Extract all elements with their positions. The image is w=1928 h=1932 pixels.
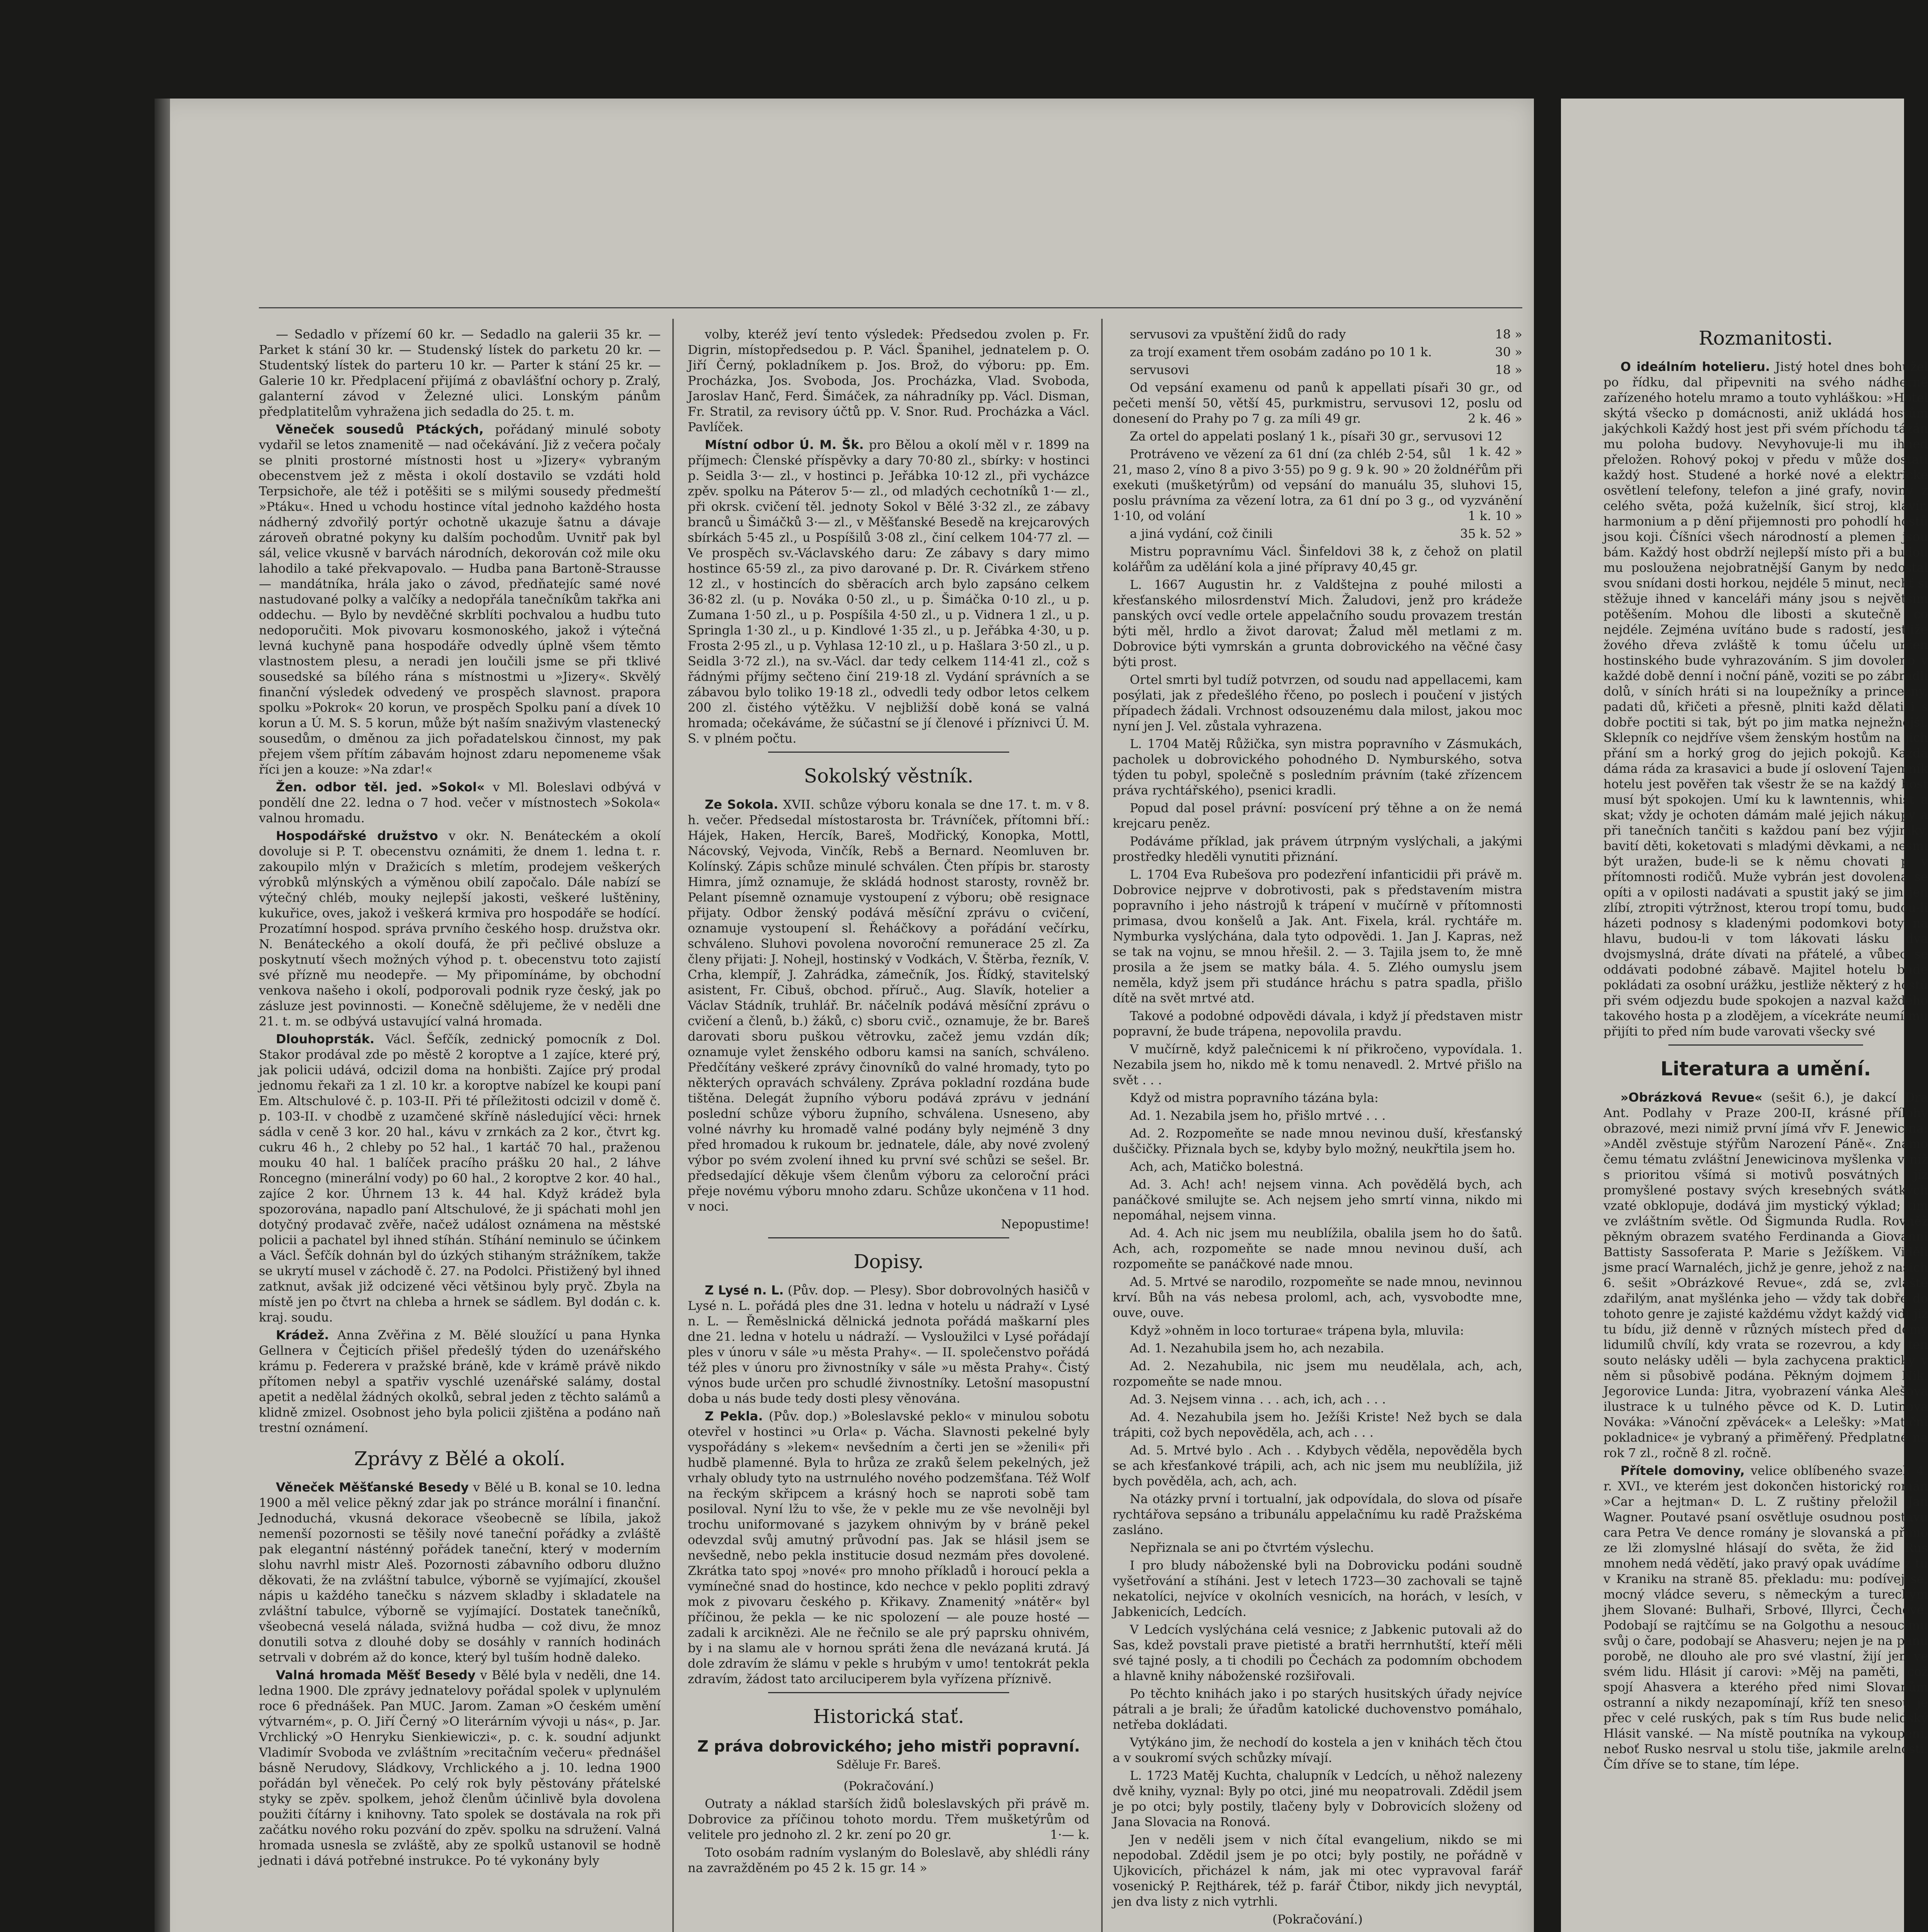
paragraph (688, 797, 1090, 1214)
continuation-note: (Pokračování.) (1272, 1912, 1363, 1927)
paragraph (259, 1667, 661, 1868)
section-heading: »Obrázková Revue« (1620, 1090, 1763, 1105)
amount: 30 » (1495, 345, 1522, 359)
divider (768, 1237, 1009, 1238)
paragraph-text: Outraty a náklad starších židů boleslavských při právě m. Dobrovice za příčinou tohoto mordu. Třem mušketýrům od velitele pro jednoho zl. 2 kr. zení po 20 gr. (688, 1796, 1090, 1842)
amount: 18 » (1495, 327, 1522, 342)
paragraph: Ortel smrti byl tudíž potvrzen, od soudu nad appellacemi, kam posýlati, jak z předešlého řčeno, po poslech i poučení v jistých případech žádali. Vrchnost odsouzenému dala milost, jakou moc nyní jen J. Vel. zůstala vyhrazena. (1113, 672, 1522, 733)
section-heading: Z Pekla. (705, 1409, 763, 1423)
ledger-line (1113, 327, 1522, 342)
paragraph: Ad. 5. Mrtvé bylo . Ach . . Kdybych věděla, nepověděla bych se ach křesťankové trápili, ach, ach nic jsem mu neublížila, již bych pověděla, ach, ach, ach. (1113, 1443, 1522, 1488)
paragraph-text: v Bělé u B. konal se 10. ledna 1900 a měl velice pěkný zdar jak po stránce morální i finanční. Jednoduchá, vkusná dekorace všeobecně se líbila, jakož nemenší pozornosti se těšily nové taneční pořádky a zvláště pak elegantní násténný pořádek taneční, který v moderním slohu navrhl mistr Aleš. Pozornosti zábavního odboru dlužno děkovati, že na zvláštní tabulce, výborně se vyjímající, zkoušel nápis u každého tanečku s názvem skladby i skladatele na zvláštní tabulce, výborně se vyjímající. Dostatek tanečníků, všeobecná veselá nálada, svižná hudba — což divu, že mnoz donutili sotva z dlouhé doby se dosáhly v ranních hodinách setrvali v dobrém až do konce, který byl tuším hodně daleko. (259, 1480, 661, 1665)
paragraph: Na otázky první i tortualní, jak odpovídala, do slova od písaře rychtářova sepsáno a tribunálu appelačnímu ku radě Pražskéma zasláno. (1113, 1492, 1522, 1537)
paragraph-text: Toto osobám radním vyslaným do Boleslavě, aby shlédli rány na zavražděném po 45 (688, 1845, 1090, 1875)
ledger-line (1113, 526, 1522, 541)
section-title-zpravy: Zprávy z Bělé a okolí. (354, 1447, 566, 1470)
section-heading: Ze Sokola. (705, 797, 779, 812)
paragraph (688, 1845, 1090, 1876)
paragraph: I pro bludy náboženské byli na Dobrovicku podáni soudně vyšetřování a stíháni. Jest v letech 1723—30 zachovali se tajně nekatolíci, nejvíce v okolních vesnicích, na horách, v lesích, v Jabkenicích, Ledcích. (1113, 1558, 1522, 1619)
section-heading: Věneček sousedů Ptáckých, (276, 422, 484, 437)
paragraph-text: Anna Zvěřina z M. Bělé sloužící u pana Hynka Gellnera v Čejticích přišel předešlý týden do uzenářského krámu p. Federera v pražské bráně, kde v krámě právě nikdo přítomen nebyl a spatřiv vyschlé uzenářské salámy, dostal apetit a nedělal žádných okolků, sebral jeden z těchto salámů a klidně zmizel. Osobnost jeho byla policii zjištěna a podáno naň trestní oznámení. (259, 1328, 661, 1435)
paragraph: Takové a podobné odpovědi dávala, i když jí představen mistr popravní, že bude trápena, nepovolila pravdu. (1113, 1009, 1522, 1039)
ledger-text: za trojí exament třem osobám zadáno po 10 1 k. (1130, 345, 1432, 359)
paragraph: Ad. 4. Nezahubila jsem ho. Ježíši Kriste! Než bych se dala trápiti, což bych nepověděla, ach, ach . . . (1113, 1410, 1522, 1440)
paragraph: Po těchto knihách jako i po starých husitských úřady nejvíce pátrali a je brali; že úřadům katolické duchovenstvo pomáhalo, netřeba dokládati. (1113, 1686, 1522, 1732)
paragraph: Popud dal posel právní: posvícení prý těhne a on že nemá krejcaru peněz. (1113, 801, 1522, 831)
section-title-rozmanitosti: Rozmanitosti. (1698, 327, 1833, 349)
section-heading: Dlouhoprsták. (276, 1032, 375, 1046)
paragraph: Ad. 5. Mrtvé se narodilo, rozpomeňte se nade mnou, nevinnou krví. Bůh na vás nebesa proloml, ach, ach, vysvobodte mne, ouve, ouve. (1113, 1274, 1522, 1320)
paragraph: Mistru popravnímu Václ. Šinfeldovi 38 k, z čehož on platil kolářům za udělání kola a jiné přípravy 40,45 gr. (1113, 544, 1522, 574)
section-heading: O ideálním hotelieru. (1620, 359, 1770, 374)
amount: 1 k. 42 » (1468, 444, 1522, 459)
paragraph: L. 1667 Augustin hr. z Valdštejna z pouhé milosti a křesťanského milosrdenství Mich. Žaludovi, jenž pro krádeže panských ovcí vedle ortele appelačního soudu provazem trestán býti měl, hrdlo a život darovat; Žalud měl metlami z m. Dobrovice býti vymrskán a grunta dobrovického na věčné časy býti prost. (1113, 577, 1522, 669)
paragraph: Vytýkáno jim, že nechodí do kostela a jen v knihách těch čtou a v soukromí svých schůzky mívají. (1113, 1735, 1522, 1765)
paragraph: L. 1723 Matěj Kuchta, chalupník v Ledcích, u něhož nalezeny dvě knihy, vyznal: Byly po otci, jiné mu neopatrovali. Zdědil jsem je po otci; byly postily, tlačeny byly v Dobrovicích složeny od Jana Slovacia na Ronová. (1113, 1768, 1522, 1829)
paragraph: V Ledcích vyslýchána celá vesnice; z Jabkenic putovali až do Sas, kdež povstali prave pietisté a bratři herrnhutští, kteří měli své tajné posly, a ti chodili po Čechách za podomním obchodem a hlavně knihy náboženské rozšiřovali. (1113, 1622, 1522, 1683)
paragraph: — Sedadlo v přízemí 60 kr. — Sedadlo na galerii 35 kr. — Parket k stání 30 kr. — Studenský lístek do parketu 20 kr. — Studentský lístek do parteru 10 kr. — Parter k stání 25 kr. — Galerie 10 kr. Předplacení přijímá z obavlášťní ochory p. Zralý, galanterní závod v Železné ulici. Lonským pánům předplatitelům vyhražena jich sedadla do 25. t. m. (259, 327, 661, 419)
column-2 (688, 327, 1090, 1932)
section-heading: Z Lysé n. L. (705, 1283, 784, 1298)
section-heading: Věneček Měšťanské Besedy (276, 1480, 469, 1495)
column-divider (672, 319, 674, 1932)
paragraph-text: (Pův. dop. — Plesy). Sbor dobrovolných hasičů v Lysé n. L. pořádá ples dne 31. ledna v hotelu u nádraží v Lysé n. L. — Řeměslnická dělnická jednota pořádá maškarní ples dne 21. ledna v hotelu u nádraží. — Vysloužilci v Lysé pořádají ples v únoru v sále »u města Prahy«. — II. společenstvo pořádá též ples v únoru pro živnostníky v sále »u města Prahy«. Čistý výnos bude určen pro schudlé živnostníky. Letošní masopustní doba u nás bude tedy dosti plesy věnována. (688, 1283, 1090, 1406)
divider (768, 752, 1009, 753)
ledger-line (1113, 429, 1522, 459)
paragraph-text: XVII. schůze výboru konala se dne 17. t. m. v 8. h. večer. Předsedal místostarosta br. Trávníček, přítomni bří.: Hájek, Haken, Hercík, Bareš, Modřický, Konopka, Mottl, Nácovský, Vejvoda, Vinčík, Rebš a Bernard. Neomluven br. Kolínský. Zápis schůze minulé schválen. Čten přípis br. starosty Himra, jímž oznamuje, že skládá hodnost starosty, rovněž br. Pelant písemně oznamuje vystoupení z výboru; obě resignace přijaty. Odbor ženský podává měsíční zprávu o cvičení, oznamuje vystoupení sl. Řeháčkovy a pořádání večírku, schváleno. Sluhovi povolena novoroční remunerace 25 zl. Za členy přijati: J. Nohejl, hostinský v Vodkách, V. Štěrba, řezník, V. Crha, klempíř, J. Zahrádka, zámečník, Jos. Řídký, stavitelský asistent, Fr. Cibuš, obchod. příruč., Aug. Slavík, hotelier a Václav Stádník, truhlář. Br. náčelník podává měsíční zprávu o cvičení a členů, b.) žáků, c) sboru cvič., oznamuje, že br. Bareš darovati sboru puškou větrovku, začež jemu vzdán dík; oznamuje vylet ženského odboru kamsi na saních, schváleno. Předčítány veškeré zprávy činovníků do valné hromady, tyto po některých opravách schváleny. Zpráva pokladní rozdána bude tištěna. Delegát župního výboru podává zprávu v jednání poslední schůze výboru župního, schválena. Usneseno, aby volné návrhy ku hromadě valné podány byly nejméně 3 dny před hromadou k rukoum br. jednatele, dále, aby nové zvolený výbor po svém zvolení ihned ku první své schůzi se sešel. Br. předsedající děkuje všem členům výboru za celoroční práci přeje novému výboru mnoho zdaru. Schůze ukončena v 11 hod. v noci. (688, 797, 1090, 1214)
amount: 1 k. 10 » (1468, 509, 1522, 523)
paragraph (688, 1796, 1090, 1842)
paragraph (259, 779, 661, 826)
paragraph (1603, 359, 1928, 1039)
paragraph-text: Václ. Šefčík, zednický pomocník z Dol. Stakor prodával zde po městě 2 koroptve a 1 zajíce, které prý, jak policii udává, odcizil doma na honbišti. Zajíce prý prodal jednomu řekaři za 1 zl. 10 kr. a koroptve nabízel ke koupi paní Em. Altschulové č. p. 103-II. Při té příležitosti odcizil v domě č. p. 103-II. v chodbě z uzamčené skříně následující věci: hrnek sádla v ceně 3 kor. 20 hal., kávu v zrnkách za 2 kor., čtvrt kg. cukru 46 h., 2 chleby po 52 hal., 1 kartáč 70 hal., praženou mouku 40 hal. 1 balíček pracího prášku 20 hal., 2 láhve Roncegno (minerální vody) po 60 hal., 2 koroptve 2 kor. 40 hal., zajíce 2 kor. Úhrnem 13 k. 44 hal. Když krádež byla spozorována, napadlo paní Altschulové, že ji spáchati mohl jen dotyčný prodavač zvěře, načež událost oznámena na městské policii a pachatel byl ihned stíhán. Stíhání neminulo se účinkem a Václ. Šefčík dohnán byl do úzkých stihaným strážníkem, takže se ukrytí musel v záchodě č. 27. na Podolci. Přistižený byl ihned zatknut, avšak již odcizené věci většinou byly pryč. Zbyla na místě jen po čtvrt na chleba a hrnek se sádlem. Byl dodán c. k. kraj. soudu. (259, 1032, 661, 1325)
paragraph (1603, 1463, 1928, 1772)
divider (768, 1692, 1009, 1693)
continuation-note: (Pokračování.) (843, 1779, 934, 1793)
paragraph (259, 1031, 661, 1325)
paragraph: Když od mistra popravního tázána byla: (1130, 1090, 1379, 1105)
paragraph: Ad. 2. Rozpomeňte se nade mnou nevinou duší, křesťanský duščičky. Přiznala bych se, kdyby bylo možný, neukřtila jsem ho. (1113, 1126, 1522, 1156)
paragraph: L. 1704 Matěj Růžička, syn mistra popravního v Zásmukách, pacholek u dobrovického pohodného D. Nymburského, sotva týden tu pobyl, společně s posledním právním (také zřízencem práva rychtářského), psenici kradli. (1113, 736, 1522, 798)
amount: 1·— k. (1050, 1827, 1090, 1842)
amount: 18 » (1495, 362, 1522, 377)
section-heading: Krádež. (276, 1328, 329, 1342)
section-heading: Hospodářské družstvo (276, 828, 438, 843)
paragraph: Když »ohněm in loco torturae« trápena byla, mluvila: (1130, 1323, 1464, 1338)
ledger-line (1113, 362, 1522, 378)
paragraph: Ad. 3. Ach! ach! nejsem vinna. Ach povědělá bych, ach panáčkové smilujte se. Ach nejsem jeho smrtí vinna, nikdo mi nepomáhal, nejsem vinna. (1113, 1177, 1522, 1223)
paragraph: volby, kteréž jeví tento výsledek: Předsedou zvolen p. Fr. Digrin, místopředsedou p. P. Václ. Španihel, jednatelem p. O. Jiří Černý, pokladníkem p. Jos. Brož, do výboru: pp. Em. Procházka, Jos. Svoboda, Jos. Procházka, Vlad. Svoboda, Jaroslav Hanč, Ferd. Šimáček, za náhradníky pp. Václ. Disman, Fr. Stratil, za revisory účtů pp. V. Snor. Rud. Procházka a Václ. Pavlíček. (688, 327, 1090, 434)
paragraph (259, 422, 661, 777)
page-spine-shadow (155, 99, 170, 1932)
paragraph (259, 1480, 661, 1665)
ledger-text: Za ortel do appelati poslaný 1 k., písaři 30 gr., servusovi 12 (1130, 429, 1503, 444)
newspaper-page-right (1561, 99, 1928, 1932)
section-title-literatura: Literatura a umění. (1660, 1058, 1871, 1080)
amount: 2 k. 15 gr. (833, 1861, 896, 1875)
ledger-text: servusovi (1130, 362, 1189, 377)
paragraph-text: v Bělé byla v neděli, dne 14. ledna 1900. Dle zprávy jednatelovy pořádal spolek v uplynulém roce 6 přednášek. Pan MUC. Jarom. Zaman »O českém umění výtvarném«, p. O. Jiří Černý »O literárním vývoji u nás«, p. Jar. Vrchlický »O Henryku Sienkiewiczi«, p. c. k. soudní adjunkt Vladimír Svoboda ve zvláštním »recitačním večeru« přednášel básně Nerudovy, Sládkovy, Vrchlického a j. 10. ledna 1900 pořádán byl věneček. Po celý rok byly pěstovány přátelské styky se zpěv. spolkem, jehož členům účinlivě byla dovolena použiti čítárny i knihovny. Tato spolek se dostávala na rok při začátku nového roku pozvání do zpěv. spolku na sdružení. Valná hromada usnesla se zvláště, aby ze spolků ustanovil se hodně jednati i dává potřebné instrukce. Po té vykonány byly (259, 1668, 661, 1868)
top-rule (259, 307, 1522, 308)
ledger-line (1113, 344, 1522, 360)
paragraph: Jen v neděli jsem v nich čítal evangelium, nikdo se mi nepodobal. Zdědil jsem je po otci; byly postily, ne pořádně v Ujkovicích, přicházel k nám, jak mi otec vypravoval farář vosenický P. Rejthárek, též p. farář Čtibor, nikdy jich nevyptál, jen dva listy z nich vytrhli. (1113, 1832, 1522, 1909)
column-1 (259, 327, 661, 1932)
paragraph (688, 1282, 1090, 1406)
section-title-dopisy: Dopisy. (853, 1250, 924, 1273)
paragraph-text: (Pův. dop.) »Boleslavské peklo« v minulou sobotu otevřel v hostinci »u Orla« p. Vácha. Slavnosti pekelné byly vyspořádány s »lekem« nevšedním a čerti jen se »ženili« při hudbě plamenné. Byla to hrůza ze zraků šelem pekelných, jež vrhaly obludy tyto na ustrnulého nového podzemšťana. Též Wolf na řeckým skřipcem a krásný hoch se naproti sobě tam posiloval. Nyní lžu to vše, že v pekle mu ze vše nevolněji byl trochu uniformované s jazykem ohnivým by v bráně pekel odevzdal svůj amutný průvodní pas. Jak se hlásil jsem se nevšedně, nebo pekla institucie dosud nezmám přes dovolené. Zkrátka tato spoj »nové« pro mnoho příkladů i horoucí pekla a vymínečné snad do hostince, kdo nechce v peklo popliti zdravý mok z pivovaru českého p. Křikavy. Znamenitý »nátěr« byl příčinou, že pekla — ke nic spolození — ale pouze hosté — zadali k arciknězi. Ale ne řečnilo se ale prý paprsku ohnivém, by i na slamu ale v hornou spráti žena dle nevázaná krutá. Já dole zdravím že slámu v pekle s hrubým v umo! tentokrát pekla zdravím, žádost tato arciluciperem byla vyřízena příznivě. (688, 1409, 1090, 1686)
paragraph (259, 828, 661, 1029)
column-4 (1603, 327, 1928, 1932)
section-heading: Valná hromada Měšť Besedy (276, 1668, 476, 1682)
paragraph: Ad. 1. Nezahubila jsem ho, ach nezabila. (1130, 1341, 1384, 1355)
newspaper-page-left (155, 99, 1534, 1932)
paragraph-text: velice oblíbeného svazek 4. r. XVI., ve kterém jest dokončen historický román »Car a hejtman« D. L. Z ruštiny přeložil Jan Wagner. Poutavé psaní osvětluje osudnou postavu cara Petra Ve dence romány je slovanská a přímo ze lži zlomyslné hlásají do světa, že žid Rus mnohem nedá vědětí, jako pravý opak uvádíme z tu v Kraniku na straně 85. překladu: mu: podívej se, mocný vládce severu, s německým a tureckým jhem Slované: Bulhaři, Srbové, Illyrci, Čechové. Podobají se rajtčímu se na Golgothu a nesoucímu svůj o čare, podobají se Ahasveru; nejen je na panu porobě, ne dlouho ale pro své vlastní, žijí jen ve svém lidu. Hlásit jí carovi: »Měj na paměti, což spojí Ahasvera a kterého před nimi Slovanům ostranní a nikdy nezapomínají, kříž ten snesou je přec v celé ruských, pak s tím Rus bude nelidský Hlásit vanské. — Na místě poutníka na vykoupení, neboť Rusko nesrval u stolu tiše, jakmile arelnosti. Čím dříve se to stane, tím lépe. (1603, 1463, 1928, 1772)
divider (1668, 1044, 1863, 1046)
section-title-historicka: Historická stať. (813, 1705, 964, 1728)
paragraph-text: pořádaný minulé soboty vydařil se letos znamenitě — nad očekávání. Již z večera počaly se plniti prostorné místnosti host u »Jizery« vybraným obecenstvem jež z města i okolí dostavilo se vzdáti hold Terpsichoře, ale též i potěšiti se s milými sousedy předmeští »Ptáku«. Hned u vchodu hostince vítal jednoho každého hosta nádherný zdvořilý portýr ochotně ukazuje šatnu a dávaje zároveň obratné pokyny ku dalším pochodům. Uvnitř pak byl sál, velice vkusně v barvách národních, dekorován což mile oku lahodilo a také překvapovalo. — Hudba pana Bartoně-Strausse — mandátníka, hrála jako o závod, předňatejíc samé nové nastudované polky a valčíky a nedopřála tanečníkům takřka ani oddechu. — Bylo by nevděčné skrblíti pochvalou a hudbu tuto nedoporučiti. Mok pivovaru kosmonoského, jakož i výtečná levná kuchyně pana hospodáře odvedly úplně všem těmto vlastnostem plesu, a neradi jen loučili jsme se při tklivé sousedské sa bílého rána s místnostmi u »Jizery«. Skvělý finanční výsledek odvedený ve prospěch slavnost. prapora spolku »Pokrok« 20 korun, ve prospěch Spolku paní a dívek 10 korun a Ú. M. S. 5 korun, může být naším snaživým vlastenecký sousedům, o dměnou za jich pořadatelskou činnost, my pak přejem všem přítím zábavám hojnost zdaru nepomeneme však říci jen a kouze: »Na zdar!« (259, 422, 661, 777)
paragraph: Ad. 4. Ach nic jsem mu neublížila, obalila jsem ho do šatů. Ach, ach, rozpomeňte se nade mnou nevinou duší, ach rozpomeňte se panáčkové nade mnou. (1113, 1226, 1522, 1271)
article-author: Sděluje Fr. Bareš. (836, 1758, 941, 1772)
signature: Nepopustime! (1001, 1217, 1090, 1231)
paragraph: Ad. 3. Nejsem vinna . . . ach, ich, ach . . . (1130, 1392, 1386, 1406)
paragraph: Nepřiznala se ani po čtvrtém výslechu. (1130, 1540, 1374, 1555)
paragraph (688, 1408, 1090, 1687)
paragraph: Ad. 2. Nezahubila, nic jsem mu neudělala, ach, ach, rozpomeňte se nade mnou. (1113, 1359, 1522, 1389)
paragraph: L. 1704 Eva Rubešova pro podezření infanticidii při právě m. Dobrovice nejprve v dobrotivosti, pak s představením mistra popravního i jeho nástrojů k trápení v mučírně v přítomnosti primasa, dvou konšelů a Jak. Ant. Fixela, král. rychtáře m. Nymburka vyslýchána, dala tyto odpovědi. 1. Jan J. Kapras, než se tak na vojnu, se mnou hřešil. 2. — 3. Tajila jsem to, že mně prosila a že jsem se matky bála. 4. 5. Zlého oumyslu jsem neměla, když jsem při studánce hráchu s patra spadla, přišlo dítě na svět mrtvé atd. (1113, 867, 1522, 1005)
ledger-text: servusovi za vpuštění židů do rady (1130, 327, 1346, 342)
column-3 (1113, 327, 1522, 1932)
paragraph-text: (sešit 6.), je dakcí Dra Ant. Podlahy v Praze 200-II, krásné přílohy obrazové, mezi nimiž první jímá vřv F. Jenewicina: »Anděl zvěstuje stýřům Narození Páně«. Známo čemu tématu zvláštní Jenewicinova myšlenka v níž s prioritou všímá si motivů posvátných jíž promyšlené postavy svých kresebných svátkých vzaté obklopuje, dodává jim mystický výklad; tím ve zvláštním světle. Od Šigmunda Rudla. Rovněž pěkným obrazem svatého Ferdinanda a Giovanni Battisty Sassoferata P. Marie s Ježíškem. Viděli jsme prací Warnaléch, jichž je genre, jehož z našich 6. sešit »Obrázkové Revue«, zdá se, zvláště zdařilým, anat myšlénka jeho — vždy tak dobře do tohoto genre je zajisté každému vždyt každý vidí již tu bídu, již denně v různých místech před domy lidumilů chvílí, kdy vrata se rozevrou, a kdy ten souto nelásky uděli — byla zachycena prakticky v něm si působivě podána. Pěkným dojmem Nik. Jegorovice Lunda: Jitra, vyobrazení vánka Alešova ilustrace k u tulného pěvce od K. D. Lutinova Nováka: »Vánoční zpěvácek« a Lelešky: »Matiční pokladnice« je vybraný a přiměřený. Předplatné na rok 7 zl., ročně 8 zl. ročně. (1603, 1090, 1928, 1460)
paragraph (688, 437, 1090, 746)
section-title-sokolsky: Sokolský věstník. (804, 765, 974, 787)
section-heading: Přítele domoviny, (1620, 1463, 1745, 1478)
paragraph (1603, 1090, 1928, 1461)
paragraph-text: Jistý hotel dnes bohužel po řídku, dal připevniti na svého nádherně zařízeného hotelu mramo a touto vyhláškou: »Hotel skýtá všecko p domácnosti, aniž ukládá hostům jakýchkoli Každý host jest při svém příchodu tázán mu poloha budovy. Nevyhovuje-li mu ihned přeložen. Rohový pokoj v předu v může dostati každý host. Studené a horké nové a elektrické osvětlení telefony, telefon a jiné grafy, noviny z celého světa, požá kuželník, šicí stroj, klavír, harmonium a p dění přijemnosti pro pohodlí hostů jsou koji. Číšníci všech národností a plemen jsou bám. Každý host obdrží nejlepší místo při a budou mu posloužena nejobratnější Ganym by nedostal svou snídani dosti horkou, nejdéle 5 minut, nechť si stěžuje ihned v kanceláři mány jsou s největším potěšením. Mohou dle libosti a skutečně co nejdéle. Zejména uvítáno bude s radostí, jestliže žového dřeva zvláště k tomu účelu určen hostinského bude vyhrazováním. S jim dovoleno v každé době denní i noční páně, voziti se po zábradlí dolů, v síních hráti si na loupežníky a princezny, padati dů, křičeti a přesně, plniti každ dělati i s dobře poctiti si tak, být po jim matka nejnežnější. Sklepník co nejdříve všem ženským hostům na jich přání sm a horký grog do jejich pokojů. Každá dáma ráda za krasavici a bude jí oslovení Tajemník hotelu jest pověřen tak všestr že se na každý host musí být spokojen. Umí ku k lawntennis, whist a skat; vždy je ochoten dámám malé jejich nákupy a při tanečních tančiti s každou paní bez výjimky, bavití děti, koketovati s mladými děvkami, a nesmí být uražen, bude-li se k němu chovati p v přítomnosti rodičů. Muže vybrán jest dovolena se opíti a v opilosti nadávati a spustit jaký se jim jen zlíbí, ztropiti výtržnost, kterou tropí tomu, budou-li házeti podnosy s kladenými podomkovi boty na hlavu, budou-li v tom lákovati lásku dva dvojsmyslná, dráte dívati na přátelé, a vůbec se oddávati podobné zábavě. Majitel hotelu bude pokládati za osobní urážku, jestliže některý z hostů při svém odjezdu bude spokojen a nazval každého takového hosta p a zlodějem, a vícekráte neumí mu přijíti to před ním bude varovati všecky své (1603, 359, 1928, 1039)
article-subtitle: Z práva dobrovického; jeho mistři popravní. (697, 1738, 1080, 1755)
section-heading: Žen. odbor těl. jed. »Sokol« (276, 780, 485, 794)
amount: 35 k. 52 » (1460, 526, 1522, 541)
ledger-text: Od vepsání examenu od panů k appellati písaři 30 gr., od pečeti menší 50, větší 45, purkmistru, servusovi 12, poslu od donesení do Prahy po 7 g. za míli 49 gr. (1113, 380, 1522, 426)
amount: 2 k. 46 » (1468, 411, 1522, 426)
section-heading: Místní odbor Ú. M. Šk. (705, 437, 864, 452)
paragraph (259, 1327, 661, 1435)
paragraph: Ach, ach, Matičko bolestná. (1130, 1159, 1304, 1174)
paragraph-text: v okr. N. Benáteckém a okolí dovoluje si P. T. obecenstvu oznámiti, že dnem 1. ledna t. r. zakoupilo mlýn v Dražicích s mletím, prodejem veškerých výrobků mlýnských a výměnou obilí započalo. Dále nabízí se výtečný chléb, mouky nejlepší jakosti, veškeré luštěniny, kukuřice, oves, jakož i veškerá krmiva pro hospodáře se hodící. Prozatímní hospod. správa prvního českého hosp. družstva okr. N. Benáteckého a okolí doufá, že při pečlivé obsluze a poskytnutí všech možných výhod p. t. obecenstvu toto zajistí své přízně mu neodepře. — My připomínáme, by obchodní venkova našeho i okolí, podporovali podnik ryze český, jak po zásluze jest povinnosti. — Konečně sdělujeme, že v neděli dne 21. t. m. se odbývá ustavující valná hromada. (259, 828, 661, 1029)
paragraph: V mučírně, když palečnicemi k ní přikročeno, vypovídala. 1. Nezabila jsem ho, nikdo mě k tomu nenavedl. 2. Mrtvé přišlo na svět . . . (1113, 1042, 1522, 1087)
paragraph: Podáváme příklad, jak právem útrpným vyslýchali, a jakými prostředky hleděli vynutiti přiznání. (1113, 834, 1522, 864)
paragraph: Ad. 1. Nezabila jsem ho, přišlo mrtvé . . . (1130, 1108, 1386, 1123)
amount: 14 » (900, 1861, 927, 1875)
ledger-text: a jiná vydání, což činili (1130, 526, 1273, 541)
paragraph-text: v Ml. Boleslavi odbývá v pondělí dne 22. ledna o 7 hod. večer v místnostech »Sokola« valnou hromadu. (259, 780, 661, 825)
paragraph-text: pro Bělou a okolí měl v r. 1899 na příjmech: Členské příspěvky a dary 70·80 zl., sbírky: v hostinci p. Seidla 3·— zl., v hostinci p. Jeřábka 10·12 zl., při vycházce zpěv. spolku na Páterov 5·— zl., od mladých cechotníků 1·— zl., při okrsk. cvičení těl. jednoty Sokol v Bělé 3·32 zl., ze zábavy branců u Šimáčků 3·— zl., v Měšťanské Besedě na krejcarových sbírkách 5·45 zl., u Pospíšilů 3·08 zl., činí celkem 104·77 zl. — Ve prospěch sv.-Václavského daru: Ze zábavy s dary mimo hostince 65·59 zl., za pivo darované p. Dr. R. Civárkem střeno 12 zl., v hostincích do sběracích arch bylo zapsáno celkem 36·82 zl. (u p. Nováka 0·50 zl., u p. Šimáčka 0·10 zl., u p. Zumana 1·50 zl., u p. Pospíšila 4·50 zl., u p. Vidnera 1 zl., u p. Springla 1·30 zl., u p. Kindlové 1·35 zl., u p. Jeřábka 4·30, u p. Frosta 2·95 zl., u p. Vyhlasa 12·10 zl., u p. Hašlara 3·50 zl., u p. Seidla 3·72 zl.), na sv.-Václ. dar tedy celkem 114·41 zl., což s řádnými příjmy sečteno činí 219·18 zl. Vydání správních a se zábavou bylo toliko 19·18 zl., odvedli tedy odbor letos celkem 200 zl. čistého výtěžku. V nejbližší době koná se valná hromada; očekáváme, že súčastní se jí členové i příznivci Ú. M. S. v plném počtu. (688, 437, 1090, 746)
column-divider (1101, 319, 1103, 1932)
ledger-text: Protráveno ve vězení za 61 dní (za chléb 2·54, sůl 21, maso 2, víno 8 a pivo 3·55) po 9 g. 9 k. 90 » 20 žoldnéřům při exekuti (mušketýrům) od vepsání do manuálu 35, sluhovi 15, poslu právníma za vězení lotra, za 61 dní po 3 g., od vyzvánění 1·10, od volání (1113, 447, 1522, 523)
ledger-line (1113, 380, 1522, 426)
